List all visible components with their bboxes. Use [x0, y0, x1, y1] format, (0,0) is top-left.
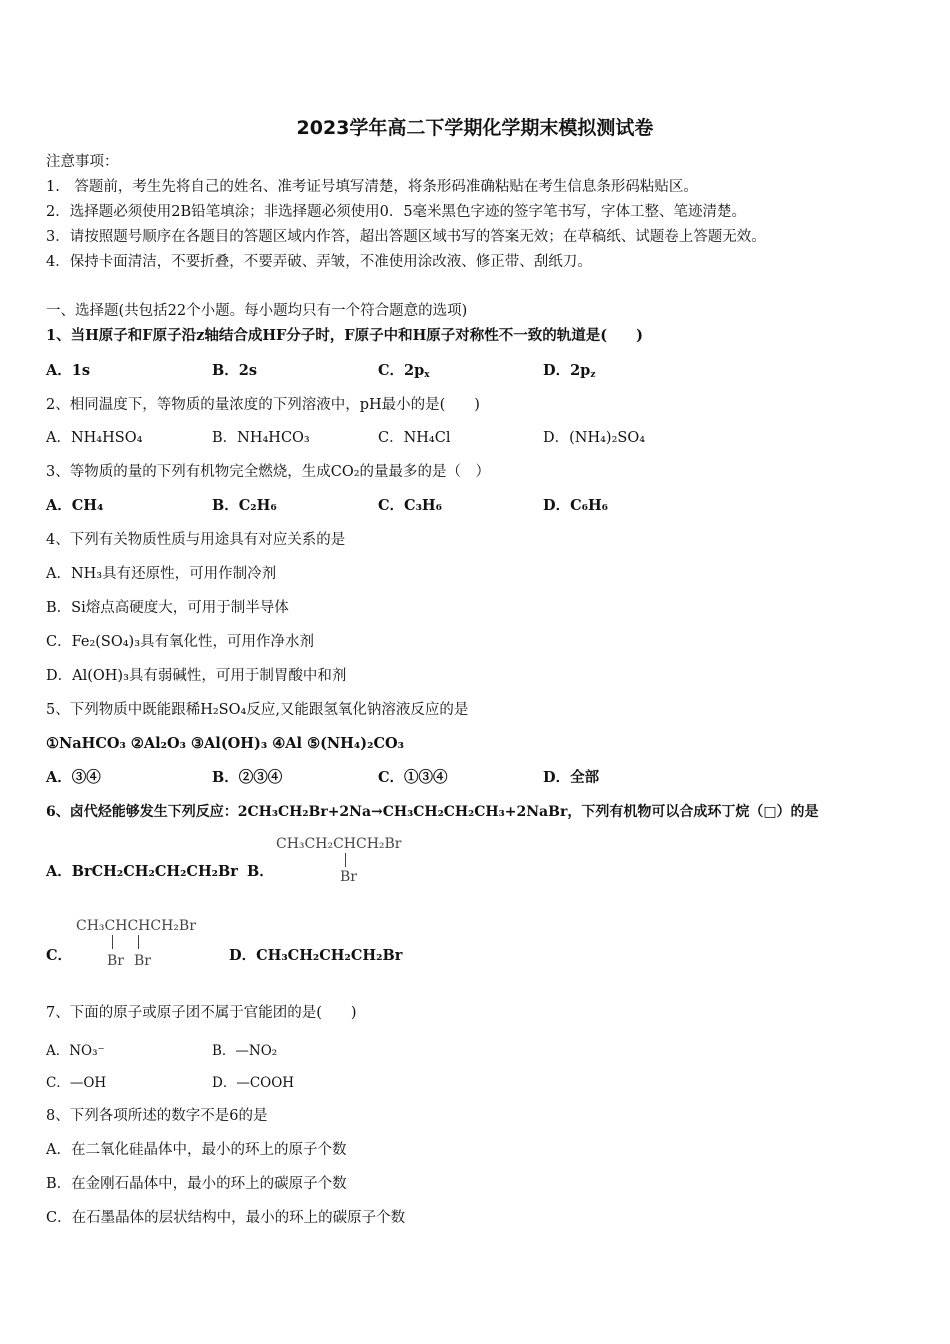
q6-option-b-label: B．	[247, 863, 274, 880]
q7-option-b: B．—NO₂	[212, 1043, 278, 1059]
section-heading: 一、选择题(共包括22个小题。每小题均只有一个符合题意的选项)	[46, 303, 468, 319]
q7-option-d: D．—COOH	[212, 1075, 295, 1091]
q1-option-d	[543, 361, 595, 385]
question-5-stem: 5、下列物质中既能跟稀H₂SO₄反应,又能跟氢氧化钠溶液反应的是	[46, 702, 469, 718]
q6-option-d: D．CH₃CH₂CH₂CH₂Br	[229, 947, 403, 964]
q1-option-c	[378, 361, 430, 385]
q5-option-b: B．②③④	[212, 769, 283, 786]
structure-main-chain: CH₃CH₂CHCH₂Br	[276, 836, 402, 852]
q1-option-d-text: D．2p	[543, 362, 591, 379]
q8-option-a: A．在二氧化硅晶体中，最小的环上的原子个数	[46, 1142, 347, 1158]
q1-option-a: A．1s	[46, 362, 91, 379]
note-item: 4．保持卡面清洁，不要折叠，不要弄破、弄皱，不准使用涂改液、修正带、刮纸刀。	[46, 254, 592, 270]
q3-option-a: A．CH₄	[46, 497, 104, 514]
question-6-stem: 6、卤代烃能够发生下列反应：2CH₃CH₂Br+2Na→CH₃CH₂CH₂CH₃+2NaBr，下列有机物可以合成环丁烷（□）的是	[46, 804, 819, 820]
note-item: 3．请按照题号顺序在各题目的答题区域内作答，超出答题区域书写的答案无效；在草稿纸、试题卷上答题无效。	[46, 229, 766, 245]
q5-option-d: D．全部	[543, 769, 600, 786]
structure-bond	[112, 935, 113, 949]
q8-option-b: B．在金刚石晶体中，最小的环上的碳原子个数	[46, 1176, 347, 1192]
q2-option-c: C．NH₄Cl	[378, 430, 451, 446]
q5-substance-list: ①NaHCO₃ ②Al₂O₃ ③Al(OH)₃ ④Al ⑤(NH₄)₂CO₃	[46, 735, 404, 752]
q2-option-b: B．NH₄HCO₃	[212, 430, 310, 446]
structure-bond	[138, 935, 139, 949]
q6-option-c-label: C．	[46, 947, 73, 964]
structure-substituent: Br	[107, 953, 124, 969]
q2-option-a: A．NH₄HSO₄	[46, 430, 143, 446]
note-item: 2．选择题必须使用2B铅笔填涂；非选择题必须使用0．5毫米黑色字迹的签字笔书写，字体工整、笔迹清楚。	[46, 204, 747, 220]
structure-bond	[345, 853, 346, 867]
question-3-stem: 3、等物质的量的下列有机物完全燃烧，生成CO₂的量最多的是（ ）	[46, 464, 491, 480]
q3-option-c: C．C₃H₆	[378, 497, 442, 514]
structure-substituent: Br	[340, 869, 357, 885]
q6-option-a: A．BrCH₂CH₂CH₂CH₂Br	[46, 863, 238, 880]
question-7-stem: 7、下面的原子或原子团不属于官能团的是( )	[46, 1005, 357, 1021]
q4-option-a: A．NH₃具有还原性，可用作制冷剂	[46, 566, 277, 582]
q3-option-b: B．C₂H₆	[212, 497, 277, 514]
q6-option-c-structure	[76, 918, 236, 970]
question-4-stem: 4、下列有关物质性质与用途具有对应关系的是	[46, 532, 346, 548]
q4-option-c: C．Fe₂(SO₄)₃具有氧化性，可用作净水剂	[46, 634, 315, 650]
q3-option-d: D．C₆H₆	[543, 497, 609, 514]
q6-option-b-structure	[276, 836, 436, 888]
structure-main-chain: CH₃CHCHCH₂Br	[76, 918, 196, 934]
structure-substituent: Br	[134, 953, 151, 969]
page-title: 2023学年高二下学期化学期末模拟测试卷	[296, 117, 654, 139]
q5-option-a: A．③④	[46, 769, 101, 786]
q8-option-c: C．在石墨晶体的层状结构中，最小的环上的碳原子个数	[46, 1210, 406, 1226]
q1-option-d-sub: z	[590, 370, 596, 380]
question-2-stem: 2、相同温度下，等物质的量浓度的下列溶液中，pH最小的是( )	[46, 397, 480, 413]
q1-option-c-sub: x	[424, 370, 430, 380]
q4-option-b: B．Si熔点高硬度大，可用于制半导体	[46, 600, 289, 616]
q2-option-d: D．(NH₄)₂SO₄	[543, 430, 646, 446]
q1-option-c-text: C．2p	[378, 362, 425, 379]
note-item: 1. 答题前，考生先将自己的姓名、准考证号填写清楚，将条形码准确粘贴在考生信息条形码粘贴区。	[46, 179, 698, 195]
q7-option-c: C．—OH	[46, 1075, 107, 1091]
q5-option-c: C．①③④	[378, 769, 448, 786]
notes-heading: 注意事项：	[46, 154, 119, 170]
question-8-stem: 8、下列各项所述的数字不是6的是	[46, 1108, 268, 1124]
question-1-stem: 1、当H原子和F原子沿z轴结合成HF分子时，F原子中和H原子对称性不一致的轨道是( )	[46, 327, 644, 344]
q7-option-a: A．NO₃⁻	[46, 1043, 105, 1059]
q4-option-d: D．Al(OH)₃具有弱碱性，可用于制胃酸中和剂	[46, 668, 347, 684]
q1-option-b: B．2s	[212, 362, 258, 379]
